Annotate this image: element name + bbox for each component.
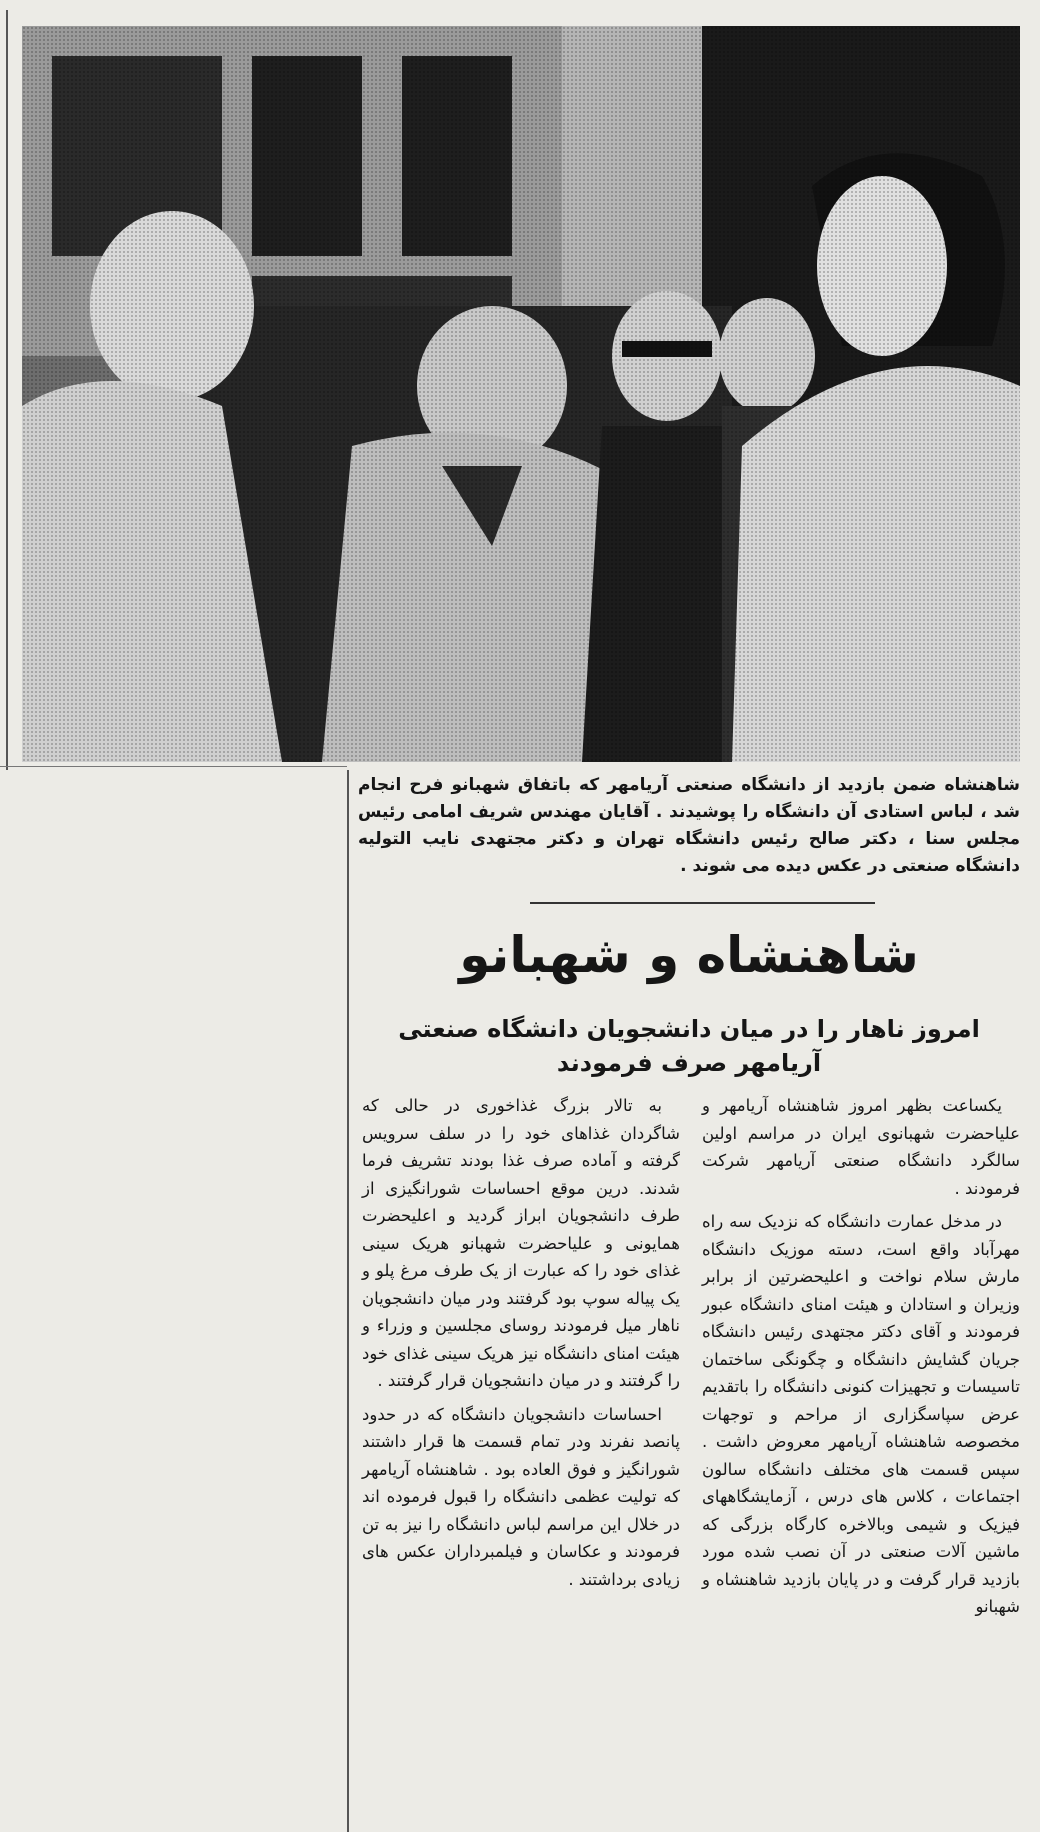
paragraph: احساسات دانشجویان دانشگاه که در حدود پانصد نفرند ودر تمام قسمت ها قرار داشتند شورانگیز و فوق العاده بود . شاهنشاه آریامهر که تولیت عظمی دانشگاه را قبول فرموده اند در خلال این مراسم لباس دانشگاه را نیز به تن فرمودند و عکاسان و فیلمبرداران عکس های زیادی برداشتند . xyxy=(362,1404,680,1589)
paragraph: به تالار بزرگ غذاخوری در حالی که شاگردان غذاهای خود را در سلف سرویس گرفته و آماده صرف غذا بودند تشریف فرما شدند. درین موقع احساسات شورانگیزی از طرف دانشجویان ابراز گردید و اعلیحضرت همایونی و علیاحضرت شهبانو هریک سینی غذای خود را که عبارت از یک طرف مرغ پلو و یک پیاله سوپ بود گرفتند ودر میان دانشجویان ناهار میل فرمودند روسای مجلسین و وزراء و هیئت امنای دانشگاه نیز هریک سینی غذای خود را گرفتند و در میان دانشجویان قرار گرفتند . xyxy=(362,1096,680,1390)
photograph-icon xyxy=(22,26,1020,762)
news-photo xyxy=(22,26,1020,762)
article-column-right xyxy=(702,1092,1020,1627)
caption-rule xyxy=(530,902,875,904)
paragraph: در مدخل عمارت دانشگاه که نزدیک سه راه مهرآباد واقع است، دسته موزیک دانشگاه مارش سلام نواخت و اعلیحضرتین از برابر وزیران و استادان و هیئت امنای دانشگاه عبور فرمودند و آقای دکتر مجتهدی رئیس دانشگاه جریان گشایش دانشگاه و چگونگی ساختمان تاسیسات و تجهیزات کنونی دانشگاه را باتقدیم عرض سپاسگزاری از مراحم و توجهات مخصوصه شاهنشاه آریامهر معروض داشت . سپس قسمت های مختلف دانشگاه سالون اجتماعات ، کلاس های درس ، آزمایشگاههای فیزیک و شیمی وبالاخره کارگاه بزرگی که ماشین آلات صنعتی در آن نصب شده مورد بازدید قرار گرفت و در پایان بازدید شاهنشاه و شهبانو xyxy=(702,1212,1020,1616)
subheadline: امروز ناهار را در میان دانشجویان دانشگاه صنعتی آریامهر صرف فرمودند xyxy=(398,1015,980,1077)
paragraph: یکساعت بظهر امروز شاهنشاه آریامهر و علیاحضرت شهبانوی ایران در مراسم اولین سالگرد دانشگاه صنعتی آریامهر شرکت فرمودند . xyxy=(702,1096,1020,1198)
article-column-left xyxy=(362,1092,680,1599)
page-edge-line xyxy=(0,10,8,770)
column-divider xyxy=(347,770,349,1832)
left-top-rule xyxy=(0,766,347,767)
headline: شاهنشاه و شهبانو xyxy=(459,926,919,984)
photo-caption: شاهنشاه ضمن بازدید از دانشگاه صنعتی آریامهر که باتفاق شهبانو فرح انجام شد ، لباس استادی آن دانشگاه را پوشیدند . آقایان مهندس شریف امامی رئیس مجلس سنا ، دکتر صالح رئیس دانشگاه تهران و دکتر مجتهدی نایب التولیه دانشگاه صنعتی در عکس دیده می شوند . xyxy=(358,775,1020,876)
